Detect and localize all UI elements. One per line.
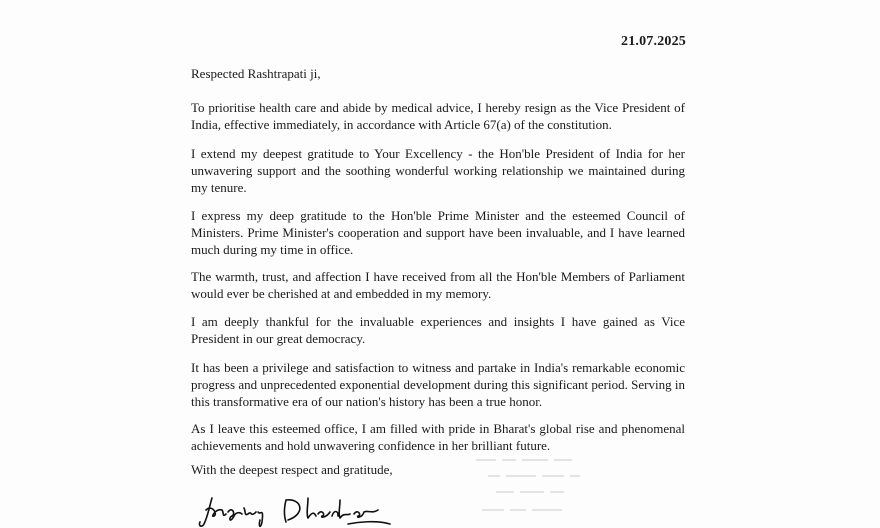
closing-line: With the deepest respect and gratitude, — [191, 462, 393, 477]
paragraph-7: As I leave this esteemed office, I am filled with pride in Bharat's global rise and phenomenal achievements and hold unwavering confidence in her brilliant future. — [191, 421, 685, 453]
signature — [198, 494, 398, 528]
paragraph-3: I express my deep gratitude to the Hon'ble Prime Minister and the esteemed Council of Ministers. Prime Minister's cooperation and support have been invaluable, and I have learned much during my time in office. — [191, 208, 685, 257]
paragraph-2: I extend my deepest gratitude to Your Excellency - the Hon'ble President of India for her unwavering support and the soothing wonderful working relationship we maintained during my tenure. — [191, 146, 685, 195]
faint-stamp-mark — [466, 452, 616, 522]
paragraph-6: It has been a privilege and satisfaction to witness and partake in India's remarkable economic progress and unprecedented exponential development during this significant period. Serving in this transformative era of our nation's history has been a true honor. — [191, 360, 685, 409]
salutation: Respected Rashtrapati ji, — [191, 66, 321, 81]
paragraph-4: The warmth, trust, and affection I have received from all the Hon'ble Members of Parliament would ever be cherished at and embedded in my memory. — [191, 269, 685, 301]
signature-drawing — [198, 494, 398, 528]
paragraph-5: I am deeply thankful for the invaluable experiences and insights I have gained as Vice President in our great democracy. — [191, 314, 685, 346]
letter-date: 21.07.2025 — [621, 34, 686, 49]
paragraph-1: To prioritise health care and abide by medical advice, I hereby resign as the Vice President of India, effective immediately, in accordance with Article 67(a) of the constitution. — [191, 100, 685, 132]
